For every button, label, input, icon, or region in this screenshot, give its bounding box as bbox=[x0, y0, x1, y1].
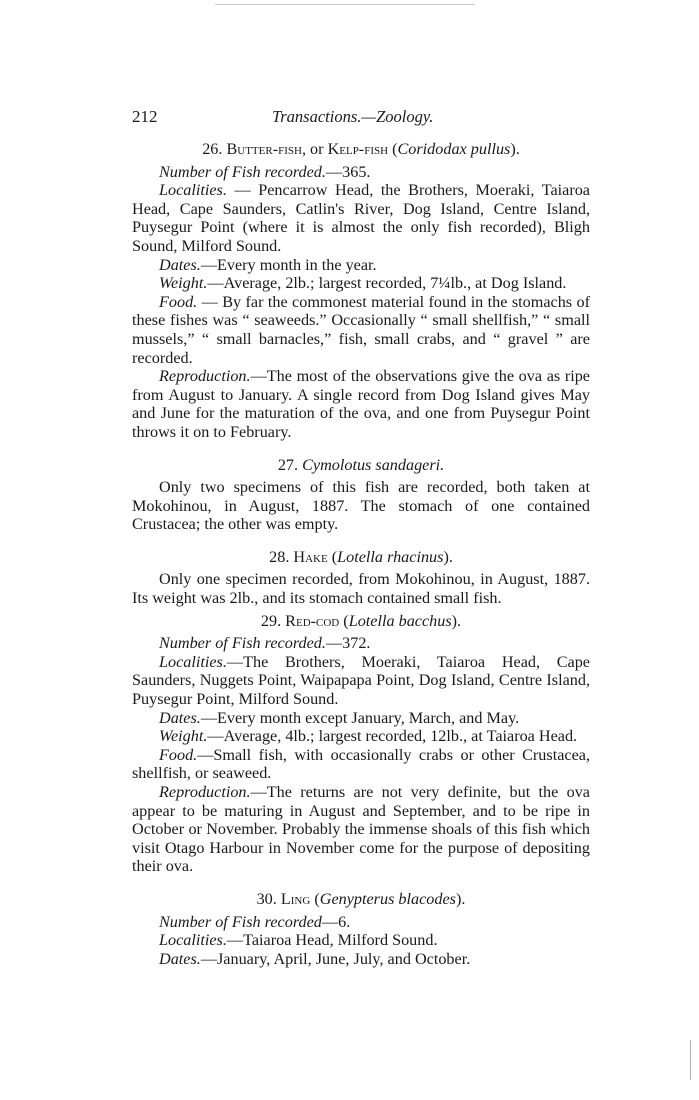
running-title: Transactions.—Zoology. bbox=[272, 107, 434, 126]
section-heading: 28. Hake (Lotella rhacinus). bbox=[269, 547, 453, 566]
section-29 bbox=[132, 612, 590, 876]
fish-count bbox=[132, 913, 590, 932]
localities-label: Localities. bbox=[159, 931, 227, 950]
document-page bbox=[132, 108, 590, 968]
name-joiner: , or bbox=[301, 140, 324, 158]
reproduction bbox=[132, 783, 590, 876]
food-label: Food. bbox=[159, 745, 198, 764]
fish-count bbox=[132, 163, 590, 182]
reproduction bbox=[132, 367, 590, 441]
section-28 bbox=[132, 548, 590, 608]
dates bbox=[132, 950, 590, 969]
count-value: —365. bbox=[325, 162, 371, 181]
section-heading: 29. Red-cod (Lotella bacchus). bbox=[260, 611, 462, 630]
dates bbox=[132, 709, 590, 728]
localities-label: Localities. bbox=[159, 181, 227, 200]
weight-label: Weight. bbox=[159, 274, 208, 293]
section-heading: 26. Butter-fish, or Kelp-fish (Coridodax pullus). bbox=[202, 140, 520, 158]
food bbox=[132, 746, 590, 783]
common-name: Ling bbox=[280, 889, 311, 908]
section-30 bbox=[132, 890, 590, 968]
count-label: Number of Fish recorded bbox=[159, 912, 322, 931]
section-heading bbox=[132, 456, 590, 475]
scientific-name: Genypterus blacodes bbox=[319, 889, 456, 908]
section-number: 27. bbox=[277, 455, 299, 474]
dates-label: Dates. bbox=[159, 255, 201, 274]
food-text: —Small fish, with occasionally crabs or other Crustacea, shellfish, or seaweed. bbox=[132, 745, 590, 783]
section-number: 28. bbox=[269, 547, 290, 566]
localities-text: — Pencarrow Head, the Brothers, Moeraki, Taiaroa Head, Cape Saunders, Catlin's River, Dog Island, Centre Island, Puysegur Point (where it is almost the only fish recorded), Bligh Sound, Milford Sound. bbox=[132, 181, 590, 255]
food-label: Food. bbox=[159, 292, 198, 311]
count-value: —372. bbox=[325, 634, 371, 653]
localities-label: Localities. bbox=[159, 652, 227, 671]
count-value: —6. bbox=[321, 912, 351, 931]
count-label: Number of Fish recorded. bbox=[159, 162, 326, 181]
section-number: 30. bbox=[256, 889, 277, 908]
localities-text: —The Brothers, Moeraki, Taiaroa Head, Cape Saunders, Nuggets Point, Waipapapa Point, Dog Island, Centre Island, Puysegur Point, Milford Sound. bbox=[132, 652, 590, 709]
scan-mark-top bbox=[215, 4, 475, 5]
section-number: 26. bbox=[202, 140, 223, 158]
reproduction-text: —The most of the observations give the ova as ripe from August to January. A single record from Dog Island gives May and June for the maturation of the ova, and one from Puysegur Point throws it on to February. bbox=[132, 367, 590, 441]
dates-text: —January, April, June, July, and October. bbox=[200, 949, 471, 968]
common-name: Hake bbox=[293, 547, 328, 566]
localities bbox=[132, 653, 590, 709]
running-head bbox=[132, 108, 590, 130]
weight bbox=[132, 727, 590, 746]
reproduction-text: —The returns are not very definite, but the ova appear to be maturing in August and September, and to be ripe in October or November. Probably the immense shoals of this fish which visit Otago Harbour in November come for the purpose of depositing their ova. bbox=[132, 783, 590, 876]
dates-text: —Every month in the year. bbox=[200, 255, 377, 274]
scientific-name: Coridodax pullus bbox=[397, 140, 511, 158]
weight-text: —Average, 2lb.; largest recorded, 7¼lb., at Dog Island. bbox=[207, 274, 567, 293]
dates-label: Dates. bbox=[159, 708, 201, 727]
common-name: Butter-fish bbox=[226, 140, 302, 158]
localities-text: —Taiaroa Head, Milford Sound. bbox=[226, 931, 438, 950]
dates bbox=[132, 256, 590, 275]
food-text: — By far the commonest material found in the stomachs of these fishes was “ seaweeds.” Occasionally “ small shellfish,” “ small mussels,” “ small barnacles,” fish, small crabs, and “ gravel ” are recorded. bbox=[132, 292, 590, 367]
localities bbox=[132, 931, 590, 950]
weight-label: Weight. bbox=[159, 727, 208, 746]
section-body: Only two specimens of this fish are recorded, both taken at Mokohinou, in August, 1887. The stomach of one contained Crustacea; the other was empty. bbox=[132, 478, 590, 534]
common-name-alt: Kelp-fish bbox=[327, 140, 389, 158]
section-27 bbox=[132, 456, 590, 534]
section-number: 29. bbox=[260, 611, 282, 630]
weight-text: —Average, 4lb.; largest recorded, 12lb., at Taiaroa Head. bbox=[207, 727, 578, 746]
scan-mark-right bbox=[690, 1040, 691, 1080]
section-26 bbox=[132, 140, 590, 442]
scientific-name: Cymolotus sandageri. bbox=[302, 455, 445, 474]
dates-label: Dates. bbox=[159, 949, 201, 968]
fish-count bbox=[132, 634, 590, 653]
reproduction-label: Reproduction. bbox=[159, 367, 251, 386]
count-label: Number of Fish recorded. bbox=[159, 634, 326, 653]
reproduction-label: Reproduction. bbox=[159, 783, 251, 801]
dates-text: —Every month except January, March, and May. bbox=[200, 708, 520, 727]
page-number: 212 bbox=[132, 107, 158, 126]
section-body: Only one specimen recorded, from Mokohinou, in August, 1887. Its weight was 2lb., and its stomach contained small fish. bbox=[132, 570, 590, 608]
food bbox=[132, 293, 590, 367]
weight bbox=[132, 274, 590, 293]
scientific-name: Lotella bacchus bbox=[348, 611, 452, 630]
section-heading: 30. Ling (Genypterus blacodes). bbox=[256, 889, 466, 908]
localities bbox=[132, 181, 590, 255]
common-name: Red-cod bbox=[285, 611, 340, 630]
scientific-name: Lotella rhacinus bbox=[337, 547, 444, 566]
